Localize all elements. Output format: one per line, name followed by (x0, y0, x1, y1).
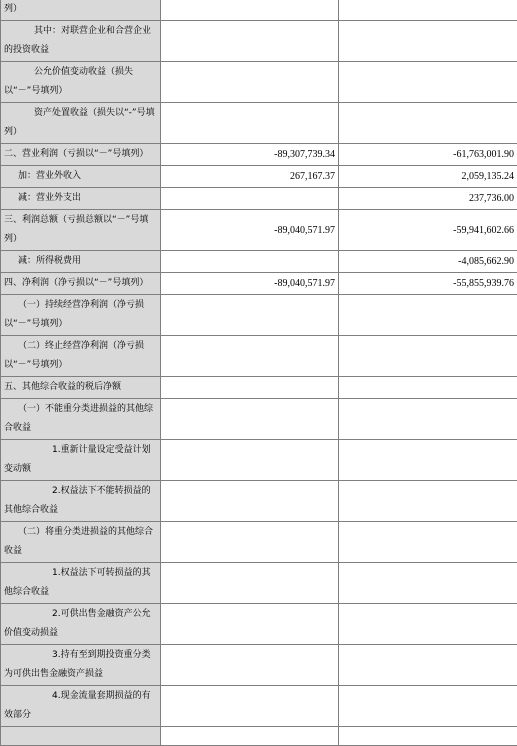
row-label: 减：营业外支出 (1, 188, 161, 210)
current-period-value (161, 522, 339, 563)
current-period-value (161, 481, 339, 522)
prior-period-value (339, 377, 517, 399)
prior-period-value (339, 686, 517, 727)
current-period-value (161, 727, 339, 746)
table-row (1, 295, 517, 336)
current-period-value (161, 62, 339, 103)
prior-period-value (339, 336, 517, 377)
table-row (1, 399, 517, 440)
row-label: 1.权益法下可转损益的其他综合收益 (1, 563, 161, 604)
current-period-value (161, 604, 339, 645)
current-period-value: -89,307,739.34 (161, 144, 339, 166)
table-row (1, 563, 517, 604)
prior-period-value (339, 522, 517, 563)
current-period-value (161, 295, 339, 336)
row-label: 3.持有至到期投资重分类为可供出售金融资产损益 (1, 645, 161, 686)
table-row (1, 251, 517, 273)
row-label: 五、其他综合收益的税后净额 (1, 377, 161, 399)
row-label: 三、利润总额（亏损总额以“－”号填列） (1, 210, 161, 251)
table-row (1, 144, 517, 166)
row-label: 二、营业利润（亏损以“－”号填列） (1, 144, 161, 166)
table-row (1, 21, 517, 62)
row-label: （一）持续经营净利润（净亏损以“－”号填列） (1, 295, 161, 336)
row-label: 其中：对联营企业和合营企业的投资收益 (1, 21, 161, 62)
prior-period-value (339, 103, 517, 144)
row-label: （二）终止经营净利润（净亏损以“－”号填列） (1, 336, 161, 377)
row-label: （二）将重分类进损益的其他综合收益 (1, 522, 161, 563)
prior-period-value (339, 21, 517, 62)
prior-period-value (339, 399, 517, 440)
row-label: 列） (1, 0, 161, 21)
current-period-value (161, 0, 339, 21)
current-period-value (161, 377, 339, 399)
row-label (1, 727, 161, 746)
current-period-value (161, 188, 339, 210)
prior-period-value (339, 563, 517, 604)
prior-period-value (339, 295, 517, 336)
current-period-value (161, 563, 339, 604)
current-period-value (161, 645, 339, 686)
table-row (1, 336, 517, 377)
table-row (1, 273, 517, 295)
row-label: 公允价值变动收益（损失以“－”号填列） (1, 62, 161, 103)
table-row (1, 62, 517, 103)
prior-period-value: -55,855,939.76 (339, 273, 517, 295)
prior-period-value (339, 481, 517, 522)
table-row (1, 604, 517, 645)
table-row (1, 686, 517, 727)
current-period-value (161, 399, 339, 440)
row-label: 2.权益法下不能转损益的其他综合收益 (1, 481, 161, 522)
prior-period-value: 237,736.00 (339, 188, 517, 210)
current-period-value: 267,167.37 (161, 166, 339, 188)
row-label: 四、净利润（净亏损以“－”号填列） (1, 273, 161, 295)
current-period-value: -89,040,571.97 (161, 273, 339, 295)
table-row (1, 522, 517, 563)
row-label: 2.可供出售金融资产公允价值变动损益 (1, 604, 161, 645)
prior-period-value (339, 0, 517, 21)
prior-period-value (339, 727, 517, 746)
row-label: 减：所得税费用 (1, 251, 161, 273)
prior-period-value: -61,763,001.90 (339, 144, 517, 166)
table-row (1, 166, 517, 188)
table-row (1, 188, 517, 210)
table-row (1, 440, 517, 481)
current-period-value (161, 103, 339, 144)
row-label: 加：营业外收入 (1, 166, 161, 188)
table-row (1, 103, 517, 144)
row-label: 4.现金流量套期损益的有效部分 (1, 686, 161, 727)
prior-period-value (339, 604, 517, 645)
table-row (1, 210, 517, 251)
prior-period-value: 2,059,135.24 (339, 166, 517, 188)
table-row (1, 645, 517, 686)
current-period-value (161, 336, 339, 377)
table-row (1, 0, 517, 21)
current-period-value (161, 251, 339, 273)
row-label: 1.重新计量设定受益计划变动额 (1, 440, 161, 481)
current-period-value: -89,040,571.97 (161, 210, 339, 251)
current-period-value (161, 21, 339, 62)
row-label: （一）不能重分类进损益的其他综合收益 (1, 399, 161, 440)
table-body (1, 0, 517, 746)
prior-period-value (339, 440, 517, 481)
current-period-value (161, 440, 339, 481)
prior-period-value: -59,941,602.66 (339, 210, 517, 251)
table-row (1, 727, 517, 746)
prior-period-value (339, 645, 517, 686)
table-row (1, 377, 517, 399)
table-row (1, 481, 517, 522)
prior-period-value (339, 62, 517, 103)
row-label: 资产处置收益（损失以“-”号填列） (1, 103, 161, 144)
prior-period-value: -4,085,662.90 (339, 251, 517, 273)
current-period-value (161, 686, 339, 727)
